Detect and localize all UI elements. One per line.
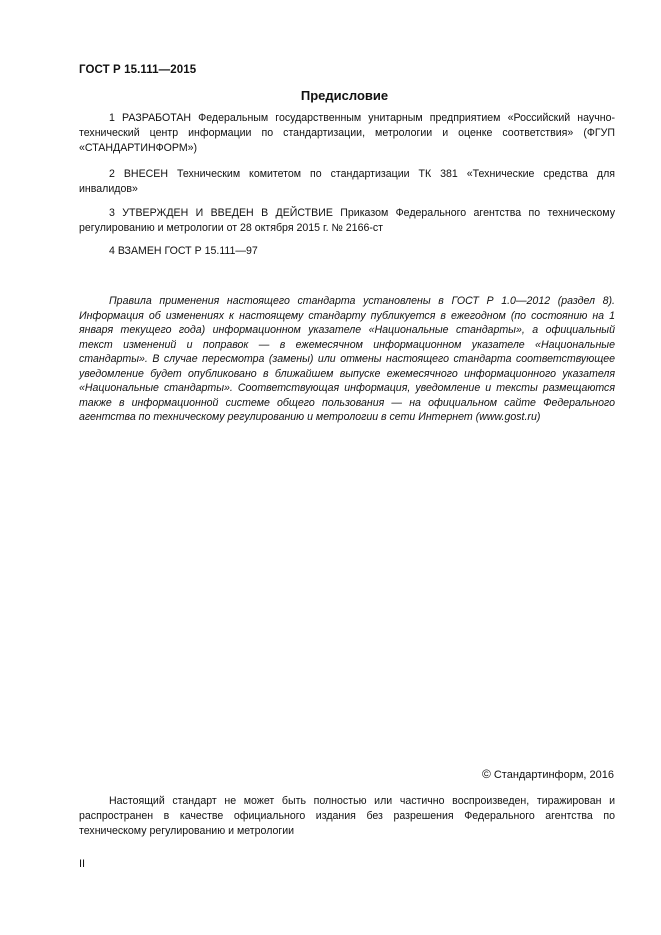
section-title: Предисловие — [300, 88, 389, 103]
foreword-paragraph-3: 3 УТВЕРЖДЕН И ВВЕДЕН В ДЕЙСТВИЕ Приказом Федерального агентства по техническому регулированию и метрологии от 28 октября 2015 г. № 2166-ст — [79, 207, 615, 234]
reproduction-notice: Настоящий стандарт не может быть полностью или частично воспроизведен, тиражирован и распространен в качестве официального издания без разрешения Федерального агентства по техническому регулированию и метрологии — [79, 795, 615, 837]
foreword-paragraph-1: 1 РАЗРАБОТАН Федеральным государственным унитарным предприятием «Российский научно-технический центр информации по стандартизации, метрологии и оценке соответствия» (ФГУП «СТАНДАРТИНФОРМ») — [79, 112, 615, 154]
copyright-icon: © — [481, 767, 491, 781]
standard-code-header: ГОСТ Р 15.111—2015 — [79, 64, 197, 76]
copyright-text: Стандартинформ, 2016 — [490, 769, 614, 781]
foreword-paragraph-2: 2 ВНЕСЕН Техническим комитетом по стандартизации ТК 381 «Технические средства для инвалидов» — [79, 168, 615, 195]
copyright-line — [482, 767, 614, 783]
page-number: II — [79, 858, 86, 870]
application-rules-notice: Правила применения настоящего стандарта установлены в ГОСТ Р 1.0—2012 (раздел 8). Информация об изменениях к настоящему стандарту публикуется в ежегодном (по состоянию на 1 января текущего года) информационном указателе «Национальные стандарты», а официальный текст изменений и поправок — в ежемесячном информационном указателе «Национальные стандарты». В случае пересмотра (замены) или отмены настоящего стандарта соответствующее уведомление будет опубликовано в ближайшем выпуске ежемесячного информационного указателя «Национальные стандарты». Соответствующая информация, уведомление и тексты размещаются также в информационной системе общего пользования — на официальном сайте Федерального агентства по техническому регулированию и метрологии в сети Интернет (www.gost.ru) — [79, 295, 615, 423]
foreword-paragraph-4: 4 ВЗАМЕН ГОСТ Р 15.111—97 — [109, 245, 258, 257]
